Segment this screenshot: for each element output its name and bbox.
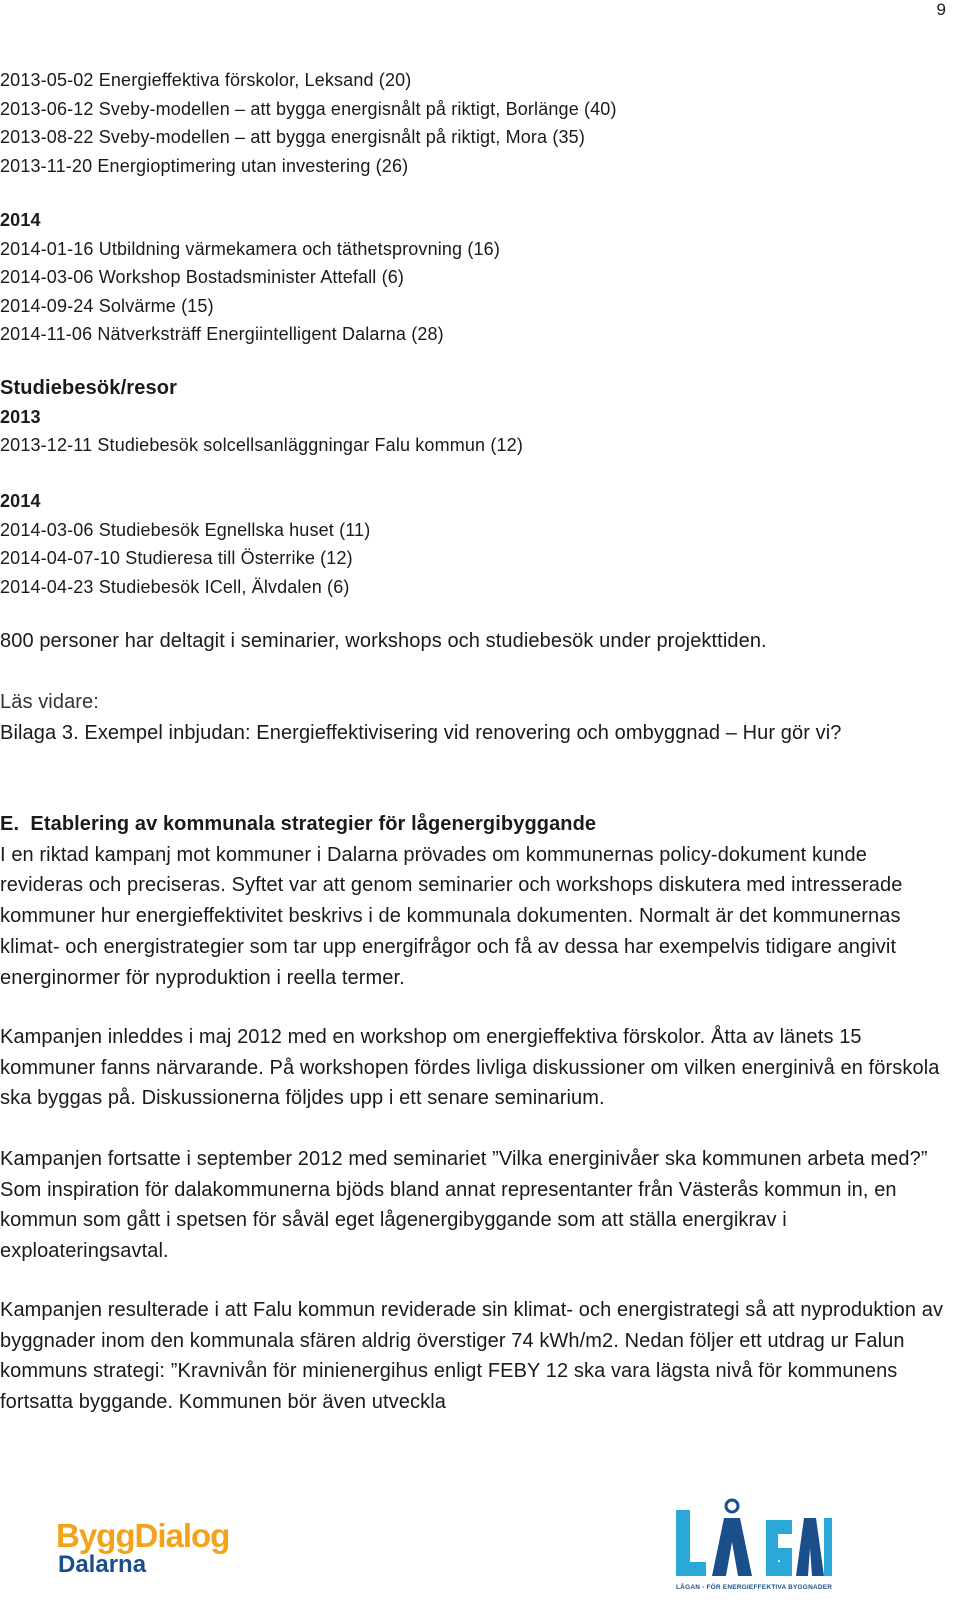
seminar-list-2013 <box>0 66 940 180</box>
list-item: 2013-08-22 Sveby-modellen – att bygga energisnålt på riktigt, Mora (35) <box>0 127 585 147</box>
list-item: 2014-03-06 Studiebesök Egnellska huset (11) <box>0 519 371 540</box>
list-item: 2014-03-06 Workshop Bostadsminister Attefall (6) <box>0 267 405 287</box>
read-more <box>0 687 948 748</box>
byggdialog-logo <box>56 1519 229 1577</box>
section-e-heading: E. Etablering av kommunala strategier för lågenergibyggande <box>0 813 597 835</box>
study-visits-heading: Studiebesök/resor <box>0 377 178 399</box>
page-number: 9 <box>936 0 946 19</box>
paragraph: Kampanjen resulterade i att Falu kommun reviderade sin klimat- och energistrategi så att nyproduktion av byggnader inom den kommunala sfären aldrig överstiger 74 kWh/m2. Nedan följer ett utdrag ur Falun kommuns strategi: ”Kravnivån för minienergihus enligt FEBY 12 ska vara lägsta nivå för kommunens fortsatta byggande. Kommunen bör även utveckla <box>0 1299 944 1414</box>
summary-text: 800 personer har deltagit i seminarier, workshops och studiebesök under projekttiden. <box>0 630 767 652</box>
year-heading: 2014 <box>0 210 41 230</box>
year-heading: 2013 <box>0 406 41 427</box>
seminar-list-2014 <box>0 206 940 349</box>
paragraph-block <box>0 1022 948 1114</box>
appendix-reference: Bilaga 3. Exempel inbjudan: Energieffektivisering vid renovering och ombyggnad – Hur gör vi? <box>0 721 842 744</box>
study-visits-2014 <box>0 487 940 601</box>
lagan-logo <box>674 1498 834 1594</box>
read-more-label: Läs vidare: <box>0 691 99 713</box>
paragraph: I en riktad kampanj mot kommuner i Dalarna prövades om kommunernas policy-dokument kunde revideras och preciseras. Syftet var att genom seminarier och workshops diskutera med intresserade kommuner hur energieffektivitet beskrivs i de kommunala dokumenten. Normalt är det kommunernas klimat- och energistrategier som tar upp energifrågor och få av dessa har exempelvis tidigare angivit energinormer för nyproduktion i reella termer. <box>0 843 903 989</box>
list-item: 2013-12-11 Studiebesök solcellsanläggningar Falu kommun (12) <box>0 435 523 455</box>
lagan-logo-mark <box>674 1498 834 1582</box>
paragraph-block <box>0 1295 948 1418</box>
list-item: 2013-05-02 Energieffektiva förskolor, Leksand (20) <box>0 70 412 90</box>
list-item: 2014-04-23 Studiebesök ICell, Älvdalen (6) <box>0 576 350 597</box>
paragraph-block <box>0 1144 948 1267</box>
paragraph: Kampanjen inleddes i maj 2012 med en workshop om energieffektiva förskolor. Åtta av länets 15 kommuner fanns närvarande. På workshopen fördes livliga diskussioner om vilken energinivå en förskola ska byggas på. Diskussionerna följdes upp i ett senare seminarium. <box>0 1026 940 1110</box>
year-heading: 2014 <box>0 491 41 511</box>
list-item: 2013-06-12 Sveby-modellen – att bygga energisnålt på riktigt, Borlänge (40) <box>0 98 617 119</box>
list-item: 2014-11-06 Nätverksträff Energiintelligent Dalarna (28) <box>0 324 444 344</box>
logo-tagline: LÅGAN - FÖR ENERGIEFFEKTIVA BYGGNADER <box>676 1584 833 1591</box>
list-item: 2014-04-07-10 Studieresa till Österrike (12) <box>0 548 353 568</box>
section-e <box>0 809 948 993</box>
list-item: 2014-09-24 Solvärme (15) <box>0 295 214 316</box>
logo-text: ByggDialog <box>56 1517 230 1554</box>
paragraph: Kampanjen fortsatte i september 2012 med seminariet ”Vilka energinivåer ska kommunen arbeta med?” Som inspiration för dalakommunerna bjöds bland annat representanter från Västerås kommun in, en kommun som gått i spetsen för såväl eget lågenergibyggande som att ställa energikrav i exploateringsavtal. <box>0 1148 928 1263</box>
list-item: 2014-01-16 Utbildning värmekamera och täthetsprovning (16) <box>0 238 500 259</box>
study-visits <box>0 374 940 460</box>
logo-subtext: Dalarna <box>58 1551 147 1578</box>
list-item: 2013-11-20 Energioptimering utan investering (26) <box>0 155 409 176</box>
participants-summary <box>0 626 948 657</box>
